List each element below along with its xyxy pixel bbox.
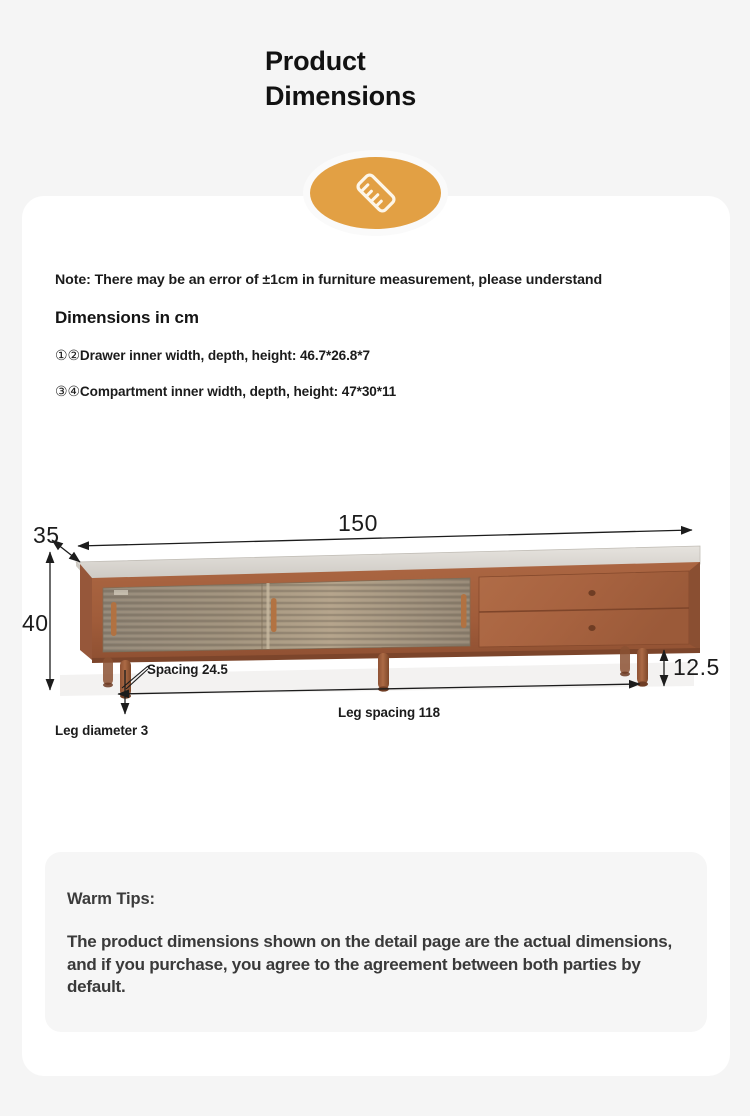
leg-clearance-dimension-label: 12.5 [673, 654, 720, 680]
ruler-icon [353, 170, 399, 216]
measurement-note: Note: There may be an error of ±1cm in furniture measurement, please understand [55, 272, 603, 288]
notes-block [55, 272, 685, 400]
width-dimension-line [78, 530, 692, 546]
height-dimension-label: 40 [22, 610, 49, 636]
note-text-drawer: Drawer inner width, depth, height: 46.7*26.8*7 [79, 348, 370, 363]
units-heading: Dimensions in cm [55, 308, 199, 327]
note-text-compartment: Compartment inner width, depth, height: 47*30*11 [79, 384, 397, 399]
page-title-line-2: Dimensions [265, 80, 417, 111]
width-dimension-label: 150 [338, 510, 378, 536]
leg-span-label: Leg spacing 118 [338, 705, 440, 720]
warm-tips-body: The product dimensions shown on the detail page are the actual dimensions, and if you purchase, you agree to the agreement between both parties by default. [67, 932, 672, 997]
note-item-drawer [55, 347, 685, 364]
note-markers-drawer: ①② [55, 347, 80, 363]
warm-tips-title: Warm Tips: [67, 890, 155, 908]
page-title-line-1: Product [265, 46, 366, 76]
dimension-diagram [0, 500, 750, 765]
leg-diameter-label: Leg diameter 3 [55, 723, 149, 738]
leg-pair-spacing-label: Spacing 24.5 [147, 662, 228, 677]
page-title [265, 44, 495, 113]
note-item-compartment [55, 383, 685, 400]
note-markers-compartment: ③④ [55, 383, 80, 399]
ruler-badge [310, 157, 441, 229]
warm-tips-box [45, 852, 707, 1032]
depth-dimension-label: 35 [33, 522, 60, 548]
